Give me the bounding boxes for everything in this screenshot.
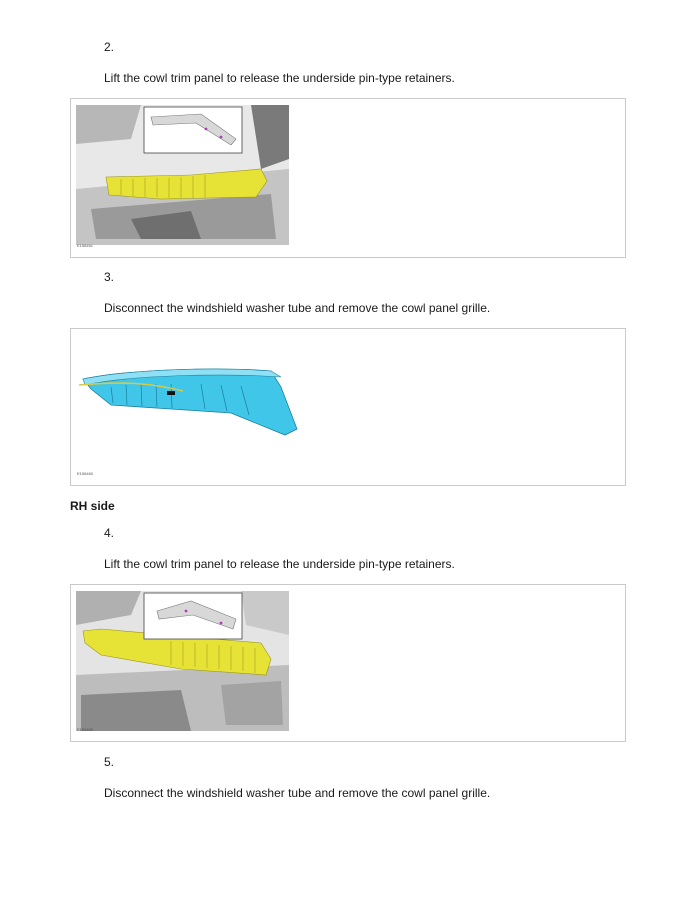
step-number: 2. [104, 40, 115, 54]
step-number: 4. [104, 526, 115, 540]
figure-cowl-grille [70, 328, 626, 486]
figure-code: E158461 [77, 243, 94, 248]
step-instruction: Lift the cowl trim panel to release the underside pin-type retainers. [104, 557, 455, 571]
figure-code: E158465 [77, 727, 94, 732]
step-instruction: Lift the cowl trim panel to release the underside pin-type retainers. [104, 71, 455, 85]
figure-code: E158460 [77, 471, 94, 476]
cowl-grille-illustration [71, 329, 627, 487]
figure-cowl-trim-rh [70, 584, 626, 742]
section-heading: RH side [70, 499, 115, 513]
cowl-trim-rh-illustration [71, 585, 627, 743]
cowl-trim-illustration [71, 99, 627, 259]
step-number: 5. [104, 755, 115, 769]
step-instruction: Disconnect the windshield washer tube and remove the cowl panel grille. [104, 786, 491, 800]
figure-cowl-trim-lh [70, 98, 626, 258]
step-number: 3. [104, 270, 115, 284]
step-instruction: Disconnect the windshield washer tube and remove the cowl panel grille. [104, 301, 491, 315]
